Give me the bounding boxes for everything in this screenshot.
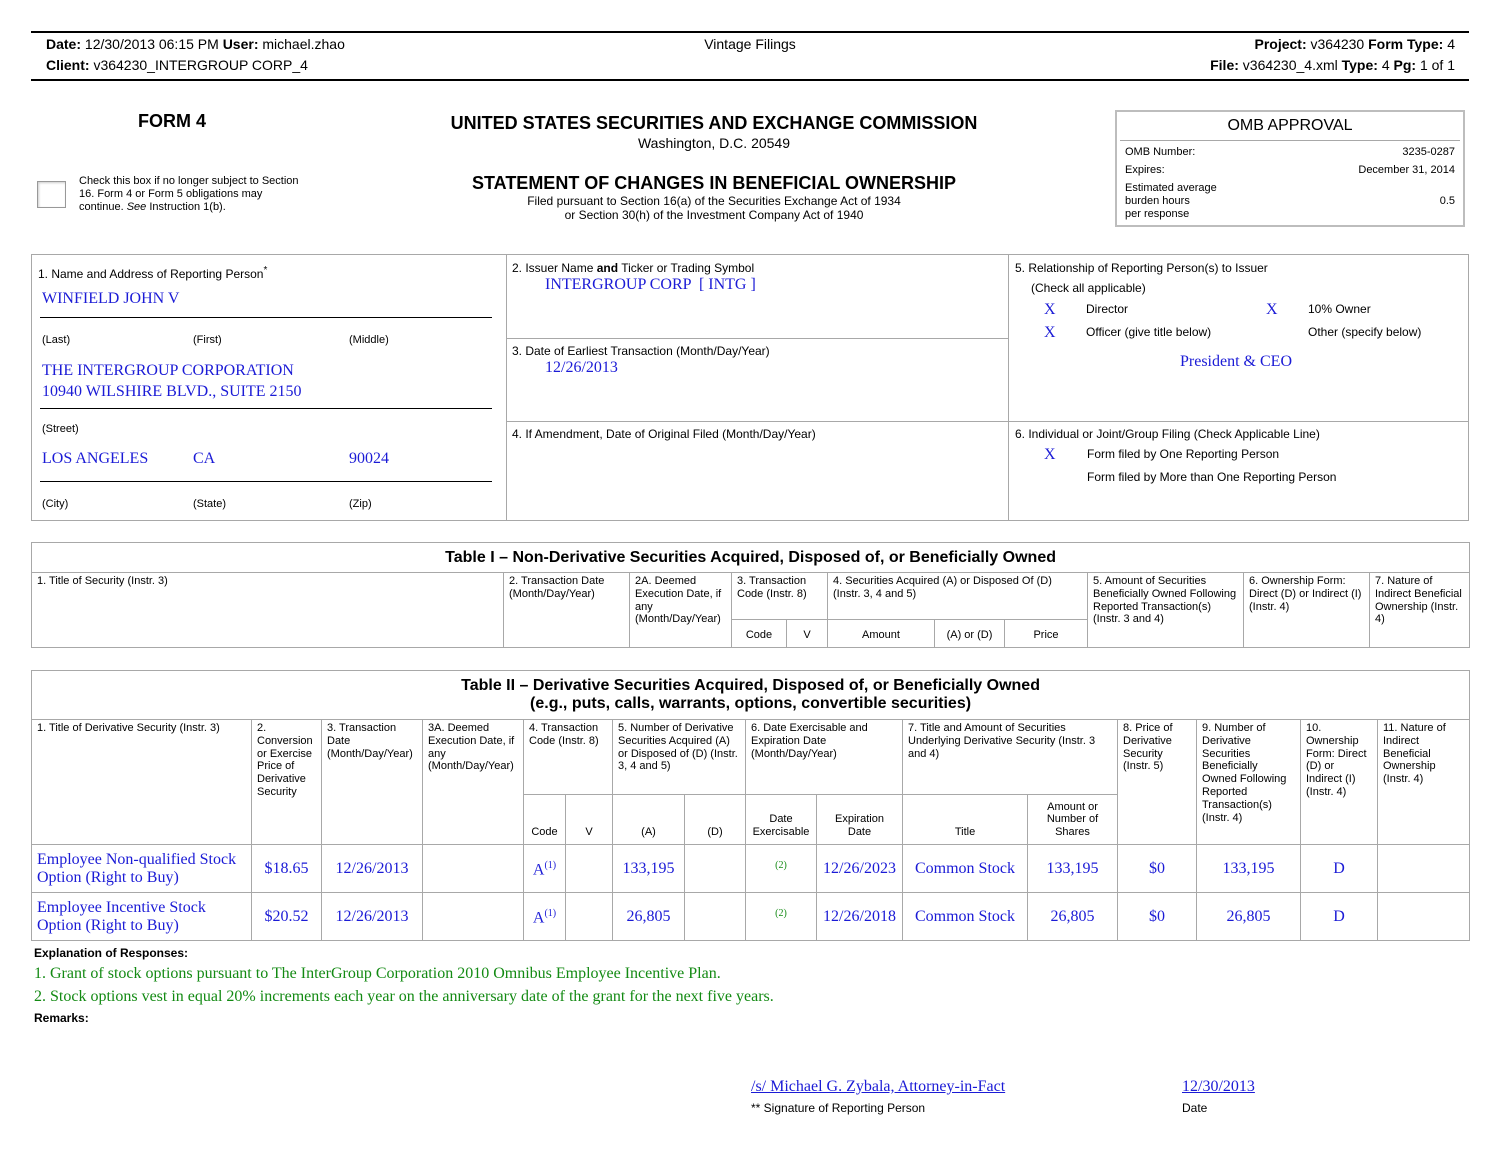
filed-pursuant-1: Filed pursuant to Section 16(a) of the Securities Exchange Act of 1934	[527, 194, 901, 208]
underlying-shares: 133,195	[1028, 845, 1118, 893]
title-center	[364, 113, 1064, 222]
owned-following: 26,805	[1197, 893, 1301, 941]
table2-col-underlying: 7. Title and Amount of Securities Underlying Derivative Security (Instr. 3 and 4)	[903, 720, 1118, 795]
table2-col-exercisable: 6. Date Exercisable and Expiration Date (Month/Day/Year)	[746, 720, 903, 795]
disposed-amount	[685, 845, 746, 893]
omb-expires-value: December 31, 2014	[1358, 164, 1455, 176]
state-label: (State)	[193, 498, 227, 510]
table1-v: V	[787, 620, 828, 648]
header-left-line2	[46, 57, 308, 73]
first-label: (First)	[193, 334, 222, 346]
type-value: 4	[1381, 57, 1390, 73]
table1-col-amount-owned: 5. Amount of Securities Beneficially Owned Following Reported Transaction(s) (Instr. 3 and 4)	[1088, 573, 1244, 648]
underlying-title: Common Stock	[903, 893, 1028, 941]
header-bottom-rule	[31, 79, 1469, 81]
ownership-form: D	[1301, 893, 1378, 941]
header-left-line1	[46, 36, 345, 52]
signature: /s/ Michael G. Zybala, Attorney-in-Fact	[751, 1078, 1006, 1095]
table1-col-nature: 7. Nature of Indirect Beneficial Ownership (Instr. 4)	[1370, 573, 1470, 648]
table-row	[32, 845, 1470, 893]
table2-title: Table II – Derivative Securities Acquired, Disposed of, or Beneficially Owned (e.g., puts, calls, warrants, options, convertible securities)	[32, 671, 1470, 720]
middle-label: (Middle)	[349, 334, 389, 346]
table2-a: (A)	[613, 795, 685, 845]
date-label: Date:	[46, 36, 82, 52]
underlying-title: Common Stock	[903, 845, 1028, 893]
box4-label: 4. If Amendment, Date of Original Filed (Month/Day/Year)	[512, 427, 816, 441]
table1-col-code: 3. Transaction Code (Instr. 8)	[732, 573, 828, 620]
more-person-label: Form filed by More than One Reporting Person	[1087, 470, 1337, 484]
exercise-price: $18.65	[252, 845, 322, 893]
footnote-ref[interactable]: (2)	[775, 860, 787, 872]
one-person-label: Form filed by One Reporting Person	[1087, 447, 1280, 461]
check-instructions: Check this box if no longer subject to Section 16. Form 4 or Form 5 obligations may continue. See Instruction 1(b).	[79, 175, 299, 213]
file-value: v364230_4.xml	[1242, 57, 1338, 73]
signature-date-label: Date	[1182, 1101, 1208, 1115]
reporting-person-name: WINFIELD JOHN V	[42, 290, 180, 307]
table1-col-date: 2. Transaction Date (Month/Day/Year)	[504, 573, 630, 648]
table-1	[31, 542, 1470, 648]
table2-col-nature: 11. Nature of Indirect Beneficial Ownership (Instr. 4)	[1378, 720, 1470, 845]
box1-label: 1. Name and Address of Reporting Person*	[38, 265, 268, 281]
signature-label: ** Signature of Reporting Person	[751, 1101, 926, 1115]
box3-label: 3. Date of Earliest Transaction (Month/Day/Year)	[512, 344, 770, 358]
director-mark[interactable]: X	[1044, 301, 1056, 318]
acquired-amount: 133,195	[613, 845, 685, 893]
statement-title: STATEMENT OF CHANGES IN BENEFICIAL OWNERSHIP	[471, 173, 956, 193]
table2-d: (D)	[685, 795, 746, 845]
table2-col-ownership-form: 10. Ownership Form: Direct (D) or Indirect (I) (Instr. 4)	[1301, 720, 1378, 845]
box2-label: 2. Issuer Name and Ticker or Trading Symbol	[512, 261, 755, 275]
project-value: v364230	[1310, 36, 1365, 52]
form-type-value: 4	[1447, 36, 1455, 52]
table1-price: Price	[1005, 620, 1088, 648]
header-right-line2	[1210, 57, 1455, 73]
expiration-date: 12/26/2023	[817, 845, 903, 893]
table1-col-title: 1. Title of Security (Instr. 3)	[32, 573, 504, 648]
transaction-date: 12/26/2013	[322, 845, 423, 893]
city-value: LOS ANGELES	[42, 450, 149, 467]
footnote-2: 2. Stock options vest in equal 20% increments each year on the anniversary date of the grant for the next five years.	[34, 988, 774, 1005]
box5-sub: (Check all applicable)	[1031, 281, 1146, 295]
table-2	[31, 670, 1470, 941]
table2-underlying-title: Title	[903, 795, 1028, 845]
table2-date-exercisable: Date Exercisable	[746, 795, 817, 845]
no-longer-subject-checkbox[interactable]	[37, 181, 66, 208]
officer-mark[interactable]: X	[1044, 324, 1056, 341]
other-label: Other (specify below)	[1308, 325, 1422, 339]
date-value: 12/30/2013 06:15 PM	[84, 36, 219, 52]
derivative-security: Employee Non-qualified Stock Option (Right to Buy)	[32, 845, 252, 893]
table2-col-date: 3. Transaction Date (Month/Day/Year)	[322, 720, 423, 845]
footnote-ref[interactable]: (1)	[544, 908, 557, 920]
last-label: (Last)	[42, 334, 71, 346]
filed-pursuant-2: or Section 30(h) of the Investment Company Act of 1940	[564, 208, 864, 222]
acquired-amount: 26,805	[613, 893, 685, 941]
agency-title: UNITED STATES SECURITIES AND EXCHANGE COMMISSION	[450, 113, 978, 133]
omb-number-label: OMB Number:	[1125, 146, 1196, 158]
table-row	[32, 893, 1470, 941]
table2-col-number: 5. Number of Derivative Securities Acquired (A) or Disposed of (D) (Instr. 3, 4 and 5)	[613, 720, 746, 795]
state-value: CA	[193, 450, 216, 467]
agency-city: Washington, D.C. 20549	[637, 135, 790, 151]
omb-burden-label: Estimated average burden hours per response	[1125, 182, 1217, 220]
project-label: Project:	[1254, 36, 1307, 52]
table2-col-code: 4. Transaction Code (Instr. 8)	[524, 720, 613, 795]
nature-ownership	[1378, 845, 1470, 893]
table1-aord: (A) or (D)	[935, 620, 1005, 648]
transaction-date: 12/26/2013	[322, 893, 423, 941]
omb-number-value: 3235-0287	[1402, 146, 1455, 158]
zip-label: (Zip)	[349, 498, 372, 510]
table1-col-acquired: 4. Securities Acquired (A) or Disposed Of (D) (Instr. 3, 4 and 5)	[828, 573, 1088, 620]
street-address: THE INTERGROUP CORPORATION 10940 WILSHIRE BLVD., SUITE 2150	[42, 362, 302, 400]
disposed-amount	[685, 893, 746, 941]
omb-burden-value: 0.5	[1439, 195, 1455, 207]
date-exercisable	[746, 845, 817, 893]
expiration-date: 12/26/2018	[817, 893, 903, 941]
transaction-code: $A^{(1)}$	[524, 893, 566, 941]
table1-title: Table I – Non-Derivative Securities Acquired, Disposed of, or Beneficially Owned	[32, 543, 1470, 573]
omb-title: OMB APPROVAL	[1227, 117, 1353, 134]
v-cell	[566, 845, 613, 893]
issuer-name: INTERGROUP CORP [ INTG ]	[545, 276, 756, 293]
derivative-security: Employee Incentive Stock Option (Right to Buy)	[32, 893, 252, 941]
table2-col-owned: 9. Number of Derivative Securities Beneficially Owned Following Reported Transaction(s) (Instr. 4)	[1197, 720, 1301, 845]
omb-expires-label: Expires:	[1125, 164, 1165, 176]
one-person-mark[interactable]: X	[1044, 446, 1056, 463]
table1-code: Code	[732, 620, 787, 648]
user-label: User:	[222, 36, 259, 52]
table2-code: Code	[524, 795, 566, 845]
user-value: michael.zhao	[262, 36, 345, 52]
date-exercisable	[746, 893, 817, 941]
pg-label: Pg:	[1393, 57, 1417, 73]
table1-col-deemed: 2A. Deemed Execution Date, if any (Month/Day/Year)	[630, 573, 732, 648]
footnote-ref[interactable]: (2)	[775, 908, 787, 920]
deemed-date	[423, 893, 524, 941]
exercise-price: $20.52	[252, 893, 322, 941]
footnote-1: 1. Grant of stock options pursuant to The InterGroup Corporation 2010 Omnibus Employee Incentive Plan.	[34, 965, 721, 982]
underlying-shares: 26,805	[1028, 893, 1118, 941]
header-right-line1	[1254, 36, 1455, 52]
type-label: Type:	[1341, 57, 1378, 73]
table1-col-ownership-form: 6. Ownership Form: Direct (D) or Indirect (I) (Instr. 4)	[1244, 573, 1370, 648]
table2-col-deemed: 3A. Deemed Execution Date, if any (Month/Day/Year)	[423, 720, 524, 845]
derivative-price: $0	[1118, 893, 1197, 941]
street-label: (Street)	[42, 423, 79, 435]
city-label: (City)	[42, 498, 69, 510]
nature-ownership	[1378, 893, 1470, 941]
signature-date: 12/30/2013	[1182, 1078, 1255, 1095]
form-number: FORM 4	[138, 111, 207, 131]
table2-expiration: Expiration Date	[817, 795, 903, 845]
omb-approval-box	[1115, 110, 1465, 227]
table2-col-conversion: 2. Conversion or Exercise Price of Derivative Security	[252, 720, 322, 845]
derivative-price: $0	[1118, 845, 1197, 893]
v-cell	[566, 893, 613, 941]
footnote-ref[interactable]: (1)	[544, 860, 557, 872]
officer-label: Officer (give title below)	[1086, 325, 1212, 339]
transaction-code: $A^{(1)}$	[524, 845, 566, 893]
pg-value: 1 of 1	[1419, 57, 1455, 73]
earliest-transaction-date: 12/26/2013	[545, 359, 618, 376]
form-type-label: Form Type:	[1368, 36, 1444, 52]
owner10-mark[interactable]: X	[1266, 301, 1278, 318]
explanation-heading: Explanation of Responses:	[34, 946, 189, 960]
box5-label: 5. Relationship of Reporting Person(s) to Issuer	[1015, 261, 1268, 275]
deemed-date	[423, 845, 524, 893]
zip-value: 90024	[349, 450, 389, 467]
table2-v: V	[566, 795, 613, 845]
table2-underlying-amount: Amount or Number of Shares	[1028, 795, 1118, 845]
client-label: Client:	[46, 57, 90, 73]
officer-title: President & CEO	[1180, 353, 1292, 370]
file-label: File:	[1210, 57, 1239, 73]
director-label: Director	[1086, 302, 1129, 316]
owned-following: 133,195	[1197, 845, 1301, 893]
top-rule	[31, 31, 1469, 33]
remarks-heading: Remarks:	[34, 1011, 89, 1025]
ownership-form: D	[1301, 845, 1378, 893]
table1-amount: Amount	[828, 620, 935, 648]
header-center: Vintage Filings	[704, 36, 796, 52]
box6-label: 6. Individual or Joint/Group Filing (Check Applicable Line)	[1015, 427, 1320, 441]
table2-col-price: 8. Price of Derivative Security (Instr. 5)	[1118, 720, 1197, 845]
client-value: v364230_INTERGROUP CORP_4	[93, 57, 308, 73]
owner10-label: 10% Owner	[1308, 302, 1371, 316]
table2-col-title: 1. Title of Derivative Security (Instr. 3)	[32, 720, 252, 845]
